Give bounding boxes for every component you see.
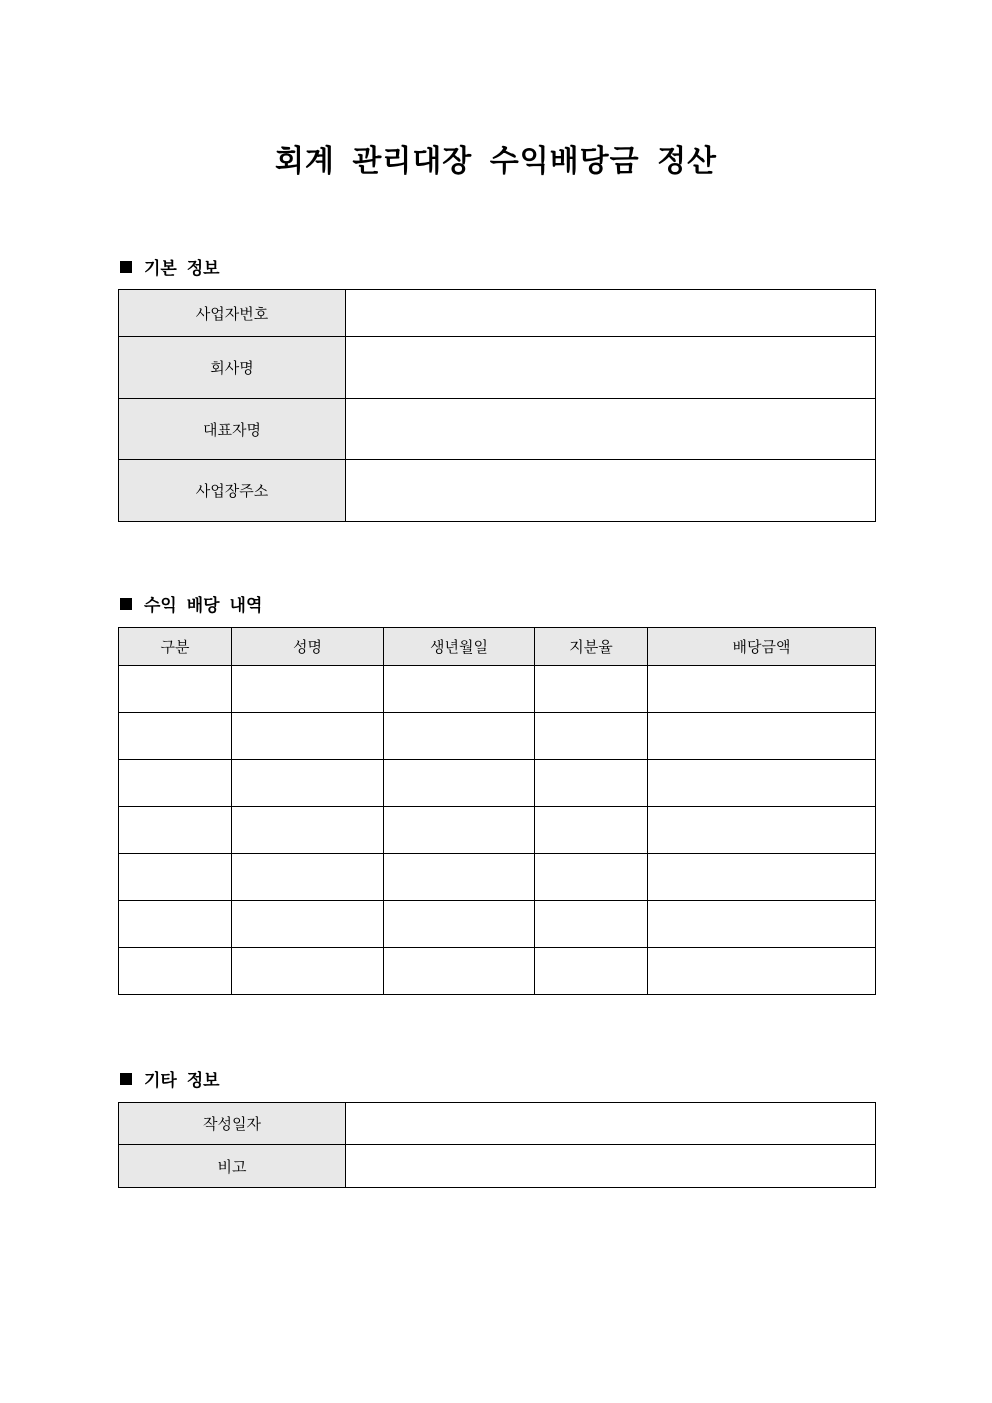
section-heading-basic-label: 기본 정보 [144,259,220,279]
section-heading-dividend [119,591,262,616]
table-cell[interactable] [119,760,232,807]
table-cell[interactable] [384,807,535,854]
basic-info-value-field[interactable] [346,460,876,522]
other-info-value-field[interactable] [346,1103,876,1145]
table-cell[interactable] [535,666,648,713]
table-cell[interactable] [648,854,876,901]
section-heading-other-label: 기타 정보 [144,1071,220,1091]
table-cell[interactable] [232,713,384,760]
other-info-row [119,1145,876,1188]
table-row [119,901,876,948]
basic-info-label: 회사명 [119,337,346,399]
table-cell[interactable] [119,901,232,948]
basic-info-label: 사업자번호 [119,290,346,337]
table-cell[interactable] [232,901,384,948]
table-row [119,713,876,760]
square-bullet-icon [120,1073,132,1085]
section-heading-other [119,1066,220,1091]
table-cell[interactable] [648,713,876,760]
table-cell[interactable] [232,666,384,713]
square-bullet-icon [120,261,132,273]
table-cell[interactable] [232,948,384,995]
table-cell[interactable] [232,760,384,807]
table-cell[interactable] [232,854,384,901]
basic-info-label: 대표자명 [119,399,346,460]
table-cell[interactable] [119,666,232,713]
table-cell[interactable] [119,854,232,901]
basic-info-value-field[interactable] [346,290,876,337]
table-cell[interactable] [535,948,648,995]
table-row [119,854,876,901]
other-info-label: 작성일자 [119,1103,346,1145]
column-header: 생년월일 [384,628,535,666]
dividend-table [118,627,876,995]
square-bullet-icon [120,598,132,610]
other-info-label: 비고 [119,1145,346,1188]
table-cell[interactable] [535,807,648,854]
other-info-table [118,1102,876,1188]
other-info-row [119,1103,876,1145]
table-cell[interactable] [384,666,535,713]
column-header: 지분율 [535,628,648,666]
section-heading-basic [119,254,220,279]
table-cell[interactable] [384,854,535,901]
table-cell[interactable] [119,713,232,760]
column-header: 성명 [232,628,384,666]
table-cell[interactable] [535,760,648,807]
table-cell[interactable] [119,807,232,854]
table-row [119,948,876,995]
table-cell[interactable] [535,854,648,901]
table-row [119,807,876,854]
basic-info-row [119,399,876,460]
table-cell[interactable] [648,666,876,713]
table-cell[interactable] [648,948,876,995]
table-cell[interactable] [384,760,535,807]
table-row [119,760,876,807]
table-cell[interactable] [384,948,535,995]
table-cell[interactable] [384,901,535,948]
table-cell[interactable] [119,948,232,995]
basic-info-row [119,460,876,522]
table-row [119,666,876,713]
basic-info-value-field[interactable] [346,399,876,460]
column-header: 구분 [119,628,232,666]
dividend-header-row [119,628,876,666]
table-cell[interactable] [648,807,876,854]
basic-info-row [119,290,876,337]
table-cell[interactable] [535,713,648,760]
table-cell[interactable] [648,901,876,948]
document-title: 회계 관리대장 수익배당금 정산 [274,144,718,179]
table-cell[interactable] [384,713,535,760]
basic-info-label: 사업장주소 [119,460,346,522]
table-cell[interactable] [648,760,876,807]
other-info-value-field[interactable] [346,1145,876,1188]
basic-info-table [118,289,876,522]
column-header: 배당금액 [648,628,876,666]
section-heading-dividend-label: 수익 배당 내역 [144,596,263,616]
table-cell[interactable] [535,901,648,948]
basic-info-row [119,337,876,399]
basic-info-value-field[interactable] [346,337,876,399]
table-cell[interactable] [232,807,384,854]
